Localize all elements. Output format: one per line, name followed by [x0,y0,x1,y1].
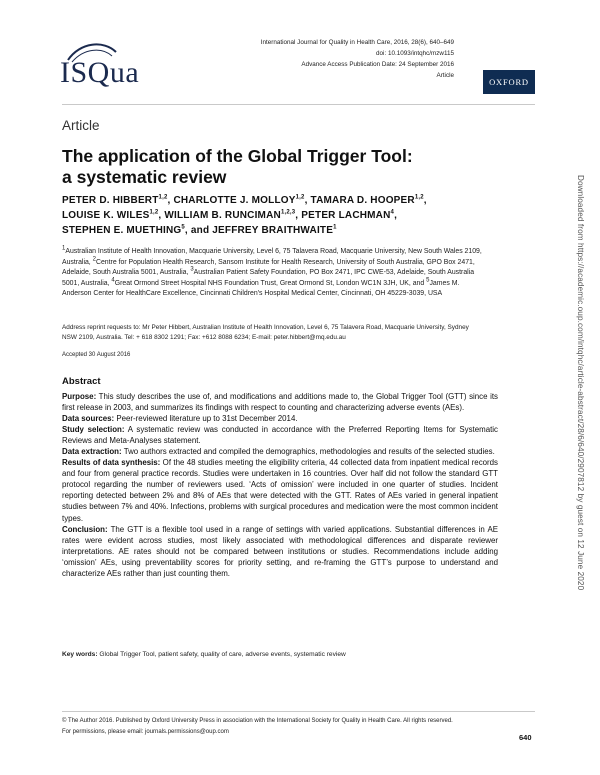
journal-citation: International Journal for Quality in Health Care, 2016, 28(6), 640–649 [260,39,454,46]
abstract-section: Data sources: Peer-reviewed literature up to 31st December 2014. [62,414,298,424]
keywords: Key words: Global Trigger Tool, patient safety, quality of care, adverse events, systematic review [62,651,346,658]
article-label: Article [62,118,100,133]
oxford-logo: OXFORD [483,70,535,94]
download-watermark-text: Downloaded from https://academic.oup.com/intqhc/article-abstract/28/6/640/2907812 by guest on 12 June 2020 [576,175,585,591]
author: STEPHEN E. MUETHING$^5$, and [62,224,213,236]
author: JEFFREY BRAITHWAITE$^1$ [212,224,337,236]
author: PETER D. HIBBERT$^{1,2}$, [62,194,174,206]
author: LOUISE K. WILES$^{1,2}$, [62,209,165,221]
abstract-section: Conclusion: The GTT is a flexible tool used in a range of settings with varied applications. Substantial differences in AE rates were evident across studies, most likely associated with methodological differences and disparate reviewer interpretations. AE rates should not be compared between institutions or studies. Recommendations include adding ‘omission’ AEs, using preventability scores for priority setting, and re-framing the GTT’s purpose to understand and characterize AEs rather than just counting them. [62,524,498,578]
advance-access-date: Advance Access Publication Date: 24 September 2016 [301,61,454,68]
affiliations: $^1$Australian Institute of Health Innovation, Macquarie University, Level 6, 75 Talavera Road, Macquarie University, New South Wales 2109, Australia, $^2$Centre for Population Health Research, Sansom Institute for Health Research, University of South Australia, GPO Box 2471, Adelaide, South Australia 5001, Australia, $^3$Australian Patient Safety Foundation, PO Box 2471, IPC CWE-53, Adelaide, South Australia 5001, Australia, $^4$Great Ormond Street Hospital NHS Foundation Trust, Great Ormond St, London WC1N 3JH, UK, and $^5$James M. Anderson Center for HealthCare Excellence, Cincinnati Children's Hospital Medical Center, Cincinnati, OH 45229-3039, USA [62,245,482,298]
author: CHARLOTTE J. MOLLOY$^{1,2}$, [173,194,311,206]
abstract-body [62,391,498,579]
footer-divider [62,711,535,712]
author: WILLIAM B. RUNCIMAN$^{1,2,3}$, [164,209,302,221]
header-divider [62,104,535,105]
title-line-1: The application of the Global Trigger Tool: [62,146,413,166]
doi[interactable]: doi: 10.1093/intqhc/mzw115 [376,50,454,57]
permissions-notice[interactable]: For permissions, please email: journals.permissions@oup.com [62,728,229,735]
abstract-section: Study selection: A systematic review was conducted in accordance with the Preferred Reporting Items for Systematic Reviews and Meta-Analyses statement. [62,425,498,446]
page-number: 640 [519,733,532,742]
footer-notes [62,716,502,737]
abstract-section: Data extraction: Two authors extracted and compiled the demographics, methodologies and results of the selected studies. [62,447,495,457]
article-title [62,146,482,188]
abstract-section: Purpose: This study describes the use of, and modifications and additions made to, the Global Trigger Tool (GTT) since its first release in 2003, and summarizes its findings with respect to counting and characterizing adverse events (AEs). [62,392,498,413]
author: TAMARA D. HOOPER$^{1,2}$, [310,194,427,206]
copyright-notice: © The Author 2016. Published by Oxford University Press in association with the International Society for Quality in Health Care. All rights reserved. [62,718,453,724]
download-watermark [574,175,588,775]
abstract-heading: Abstract [62,376,101,387]
abstract-section: Results of data synthesis: Of the 48 studies meeting the eligibility criteria, 44 collected data from inpatient medical records and four from general practice records. Studies were undertaken in 16 countries. Over half did not follow the standard GTT protocol regarding the number of reviewers used. ‘Acts of omission’ were included in one quarter of studies. Incident reporting detected between 2% and 8% of AEs that were detected with the GTT. Rates of AEs varied in general inpatient studies between 7% and 40%. Infections, problems with surgical procedures and medication were the most common incident types. [62,458,498,523]
article-type: Article [436,72,454,79]
author: PETER LACHMAN$^4$, [301,209,398,221]
isqua-logo-text: ISQua [60,56,140,89]
title-line-2: a systematic review [62,167,227,187]
reprint-address: Address reprint requests to: Mr Peter Hibbert, Australian Institute of Health Innovation, Level 6, 75 Talavera Road, Macquarie University, Sydney NSW 2109, Australia. Tel: + 618 8302 1291; Fax: +612 8088 6234; E-mail: peter.hibbert@mq.edu.au [62,324,469,342]
author-list [62,193,482,238]
accepted-date: Accepted 30 August 2016 [62,352,131,358]
